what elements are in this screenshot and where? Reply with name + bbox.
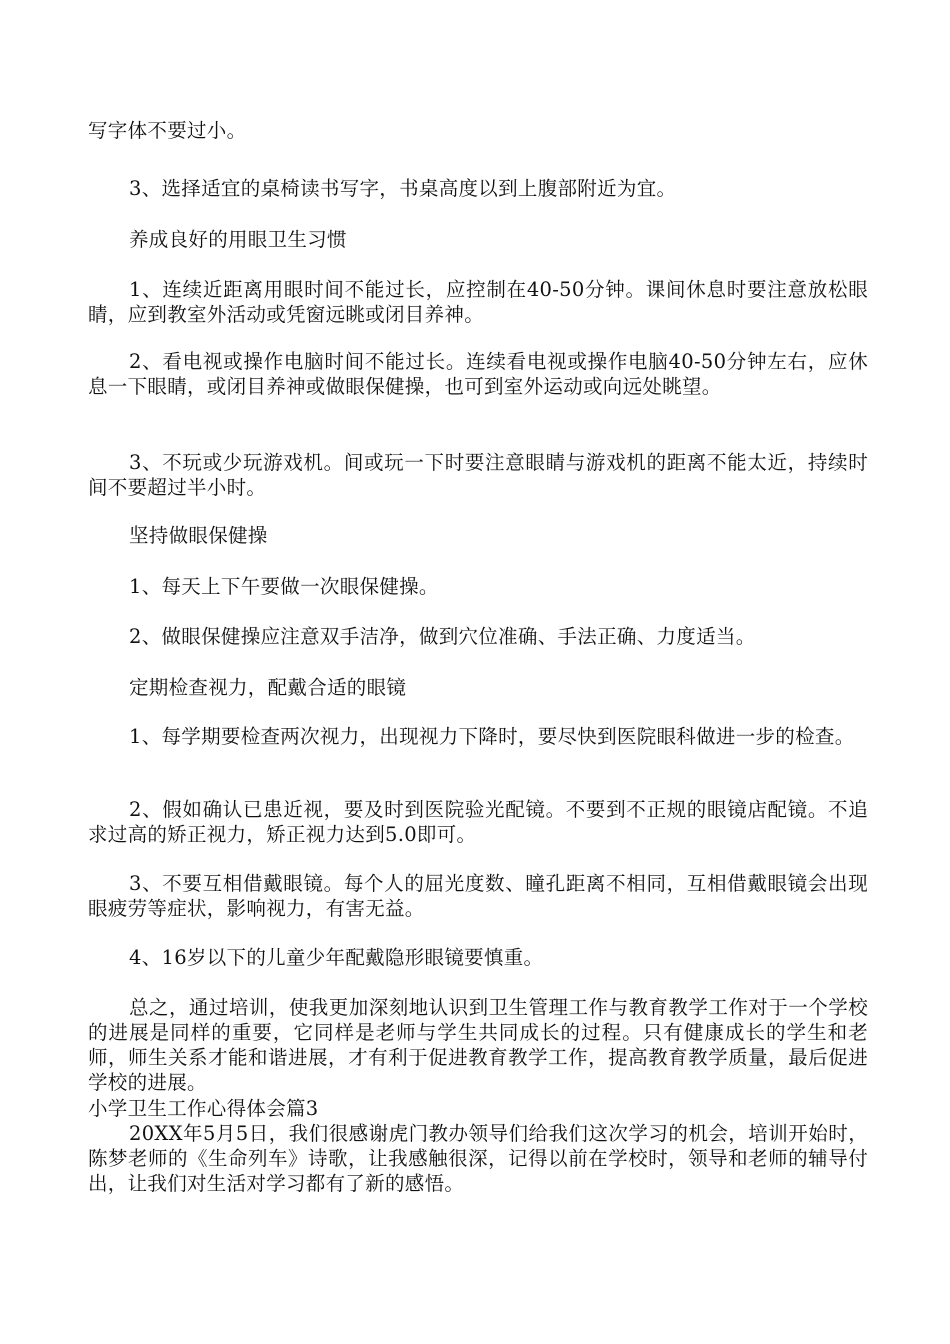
paragraph-desk-chair: 3、选择适宜的桌椅读书写字，书桌高度以到上腹部附近为宜。 (129, 177, 677, 200)
paragraph-glasses-fitting: 2、假如确认已患近视，要及时到医院验光配镜。不要到不正规的眼镜店配镜。不追求过高的矫正视力，矫正视力达到5.0即可。 (88, 798, 868, 846)
paragraph-tv-computer-time: 2、看电视或操作电脑时间不能过长。连续看电视或操作电脑40-50分钟左右，应休息一下眼睛，或闭目养神或做眼保健操，也可到室外运动或向远处眺望。 (88, 350, 868, 398)
paragraph-daily-exercises: 1、每天上下午要做一次眼保健操。 (129, 575, 439, 598)
paragraph-contact-lenses: 4、16岁以下的儿童少年配戴隐形眼镜要慎重。 (129, 946, 544, 969)
paragraph-font-size-note: 写字体不要过小。 (88, 119, 247, 142)
heading-vision-check: 定期检查视力，配戴合适的眼镜 (129, 676, 407, 699)
paragraph-training-intro: 20XX年5月5日，我们很感谢虎门教办领导们给我们这次学习的机会，培训开始时，陈梦老师的《生命列车》诗歌，让我感触很深，记得以前在学校时，领导和老师的辅导付出，让我们对生活对学习都有了新的感悟。 (88, 1122, 868, 1195)
section-title-part-3: 小学卫生工作心得体会篇3 (88, 1097, 319, 1120)
paragraph-close-range-time: 1、连续近距离用眼时间不能过长，应控制在40-50分钟。课间休息时要注意放松眼睛，应到教室外活动或凭窗远眺或闭目养神。 (88, 278, 868, 326)
paragraph-no-sharing-glasses: 3、不要互相借戴眼镜。每个人的屈光度数、瞳孔距离不相同，互相借戴眼镜会出现眼疲劳等症状，影响视力，有害无益。 (88, 872, 868, 920)
paragraph-vision-test: 1、每学期要检查两次视力，出现视力下降时，要尽快到医院眼科做进一步的检查。 (129, 725, 855, 748)
heading-eye-exercises: 坚持做眼保健操 (129, 524, 268, 547)
paragraph-game-console: 3、不玩或少玩游戏机。间或玩一下时要注意眼睛与游戏机的距离不能太近，持续时间不要超过半小时。 (88, 451, 868, 499)
paragraph-summary: 总之，通过培训，使我更加深刻地认识到卫生管理工作与教育教学工作对于一个学校的进展是同样的重要，它同样是老师与学生共同成长的过程。只有健康成长的学生和老师，师生关系才能和谐进展，才有利于促进教育教学工作，提高教育教学质量，最后促进学校的进展。 (88, 996, 868, 1094)
heading-eye-hygiene-habits: 养成良好的用眼卫生习惯 (129, 228, 347, 251)
paragraph-exercise-method: 2、做眼保健操应注意双手洁净，做到穴位准确、手法正确、力度适当。 (129, 625, 756, 648)
